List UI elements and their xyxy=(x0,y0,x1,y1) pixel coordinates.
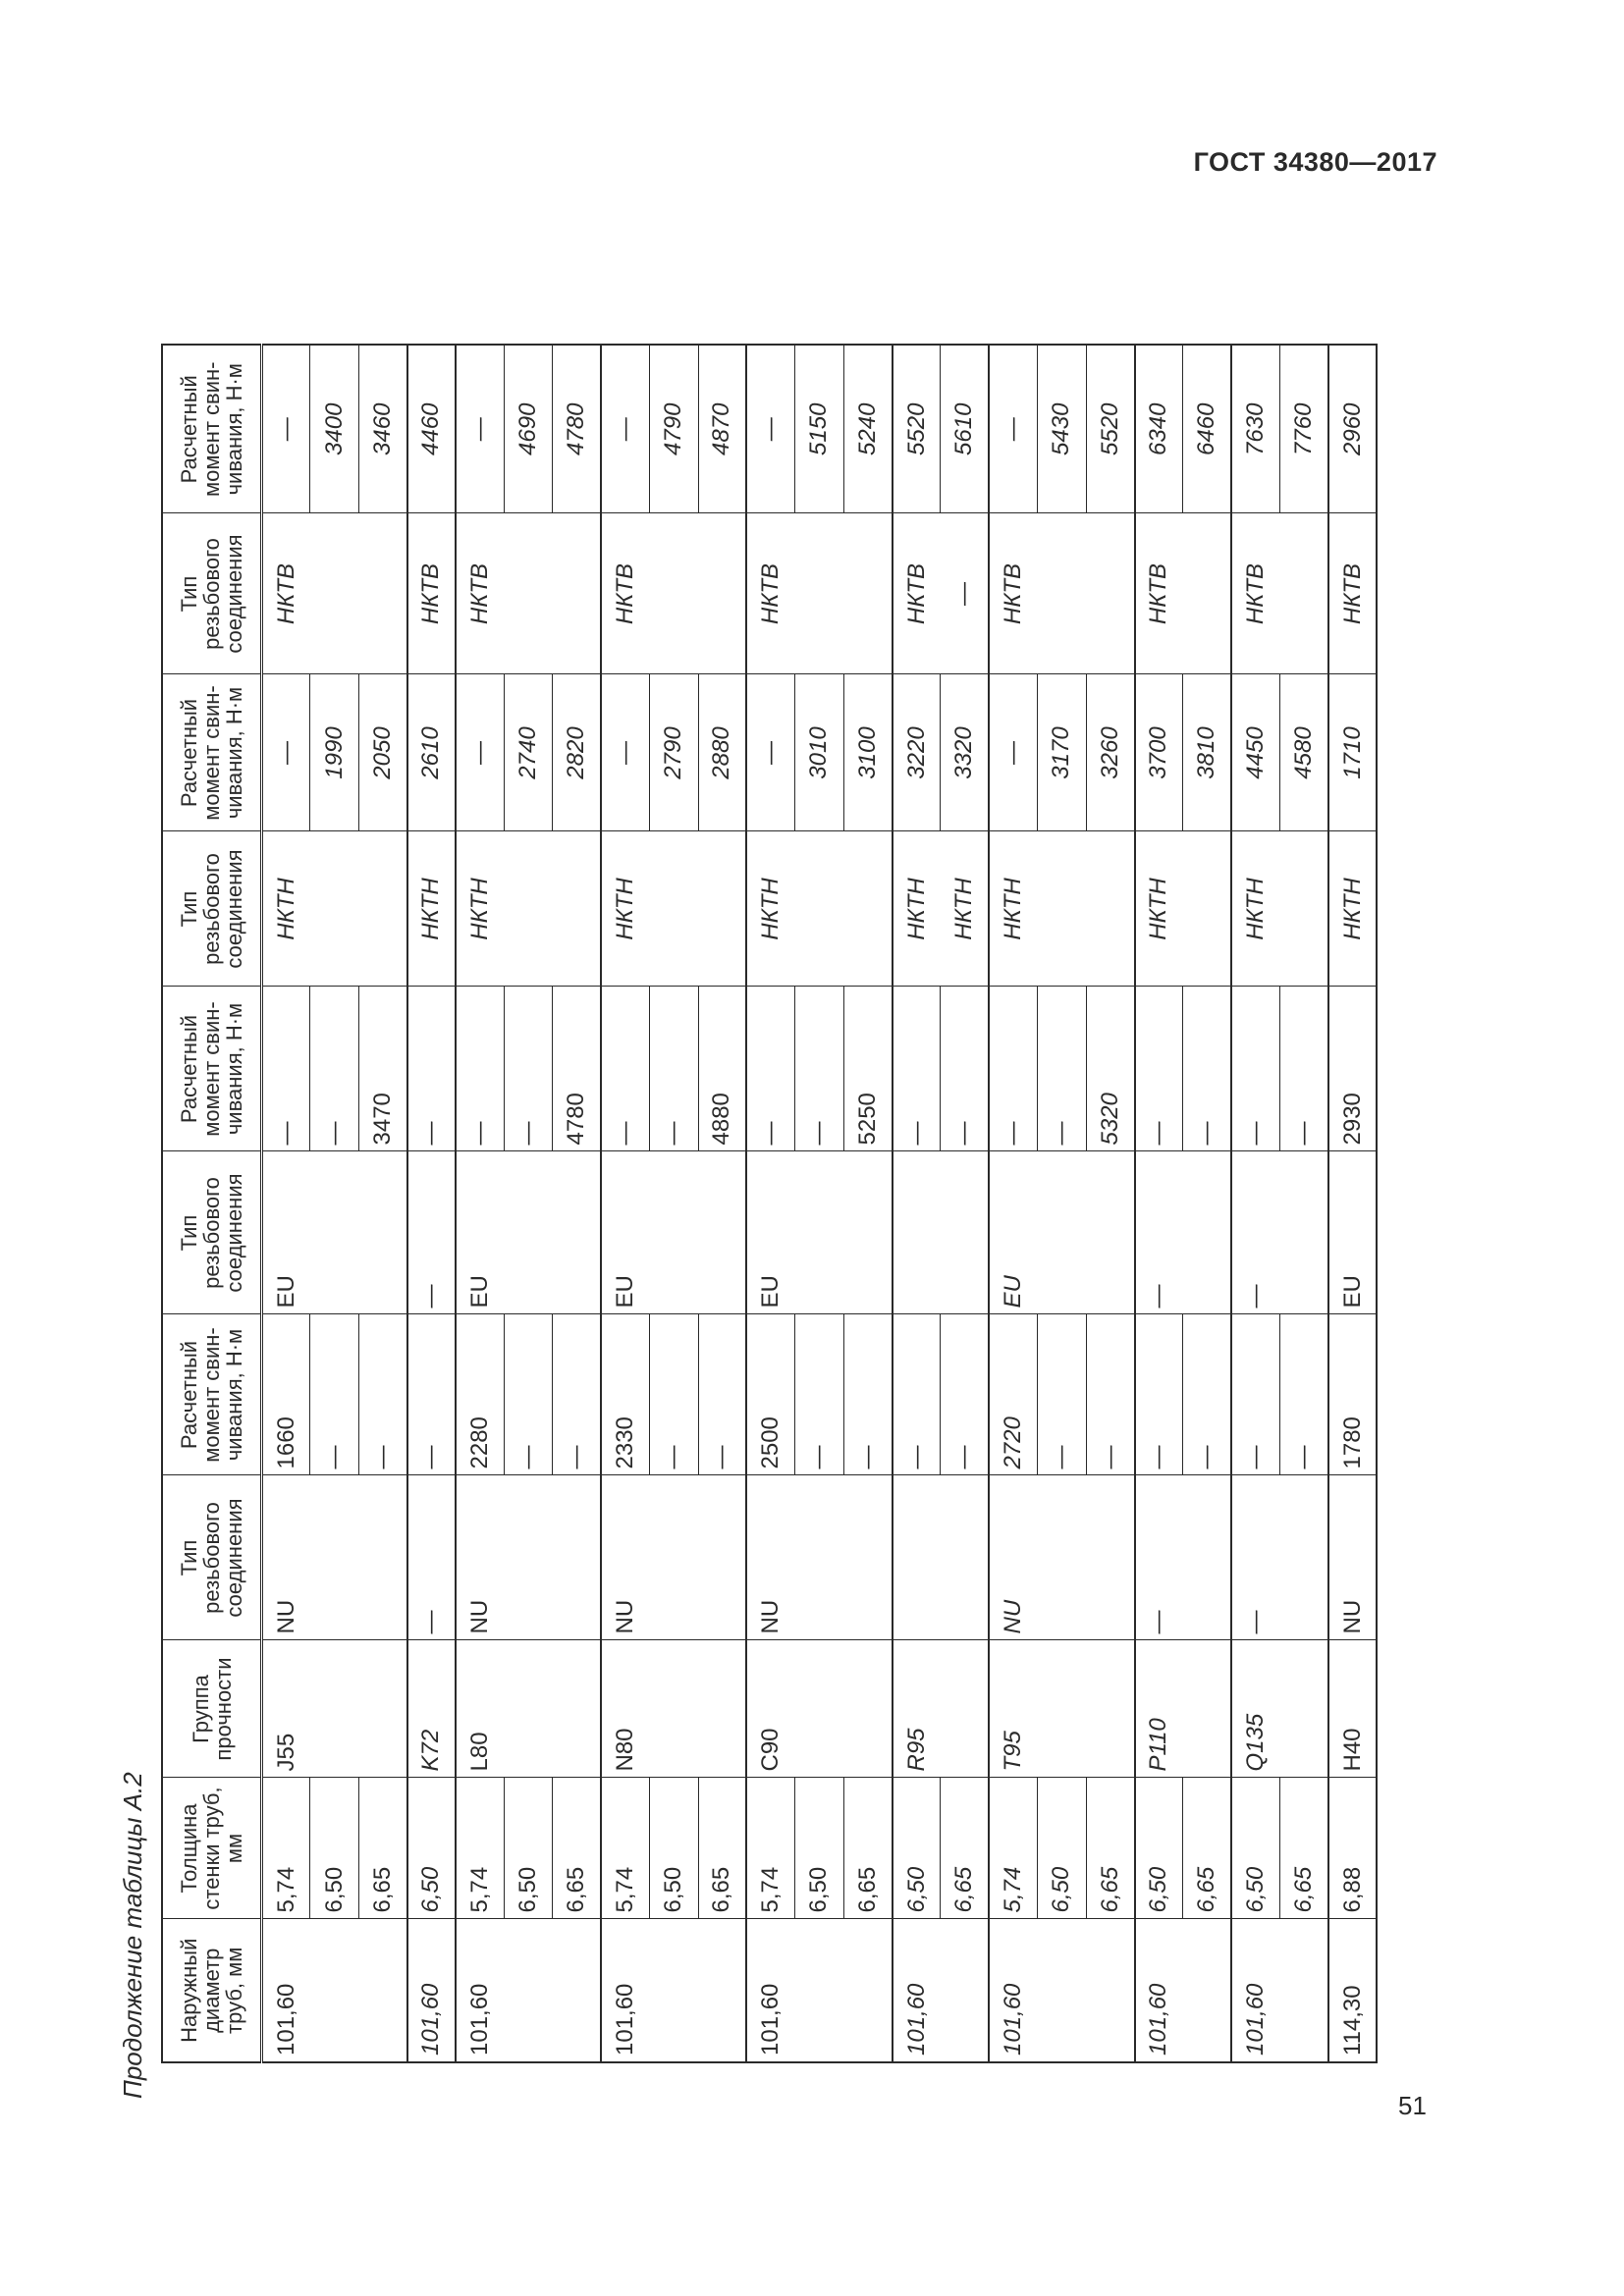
table-cell xyxy=(1038,1151,1086,1314)
table-cell: 3170 xyxy=(1038,674,1086,831)
table-cell xyxy=(843,513,892,674)
table-cell xyxy=(504,1151,552,1314)
table-cell xyxy=(1086,1151,1134,1314)
table-cell xyxy=(1038,1640,1086,1778)
table-cell: NU xyxy=(456,1475,504,1640)
table-cell: — xyxy=(941,987,989,1151)
table-cell: НКТН xyxy=(1135,831,1183,987)
table-cell: 6,65 xyxy=(1183,1778,1231,1919)
table-cell: EU xyxy=(1328,1151,1377,1314)
table-cell: — xyxy=(1038,987,1086,1151)
table-row xyxy=(1135,345,1183,2062)
table-cell xyxy=(893,1151,941,1314)
table-row xyxy=(1231,345,1279,2062)
table-cell xyxy=(553,1919,601,2062)
table-cell: 5250 xyxy=(843,987,892,1151)
table-cell xyxy=(1086,1919,1134,2062)
table-cell: — xyxy=(262,674,310,831)
table-cell: 5320 xyxy=(1086,987,1134,1151)
table-cell xyxy=(1086,831,1134,987)
table-cell: 2740 xyxy=(504,674,552,831)
torque-table xyxy=(161,344,1378,2063)
table-cell: 5,74 xyxy=(989,1778,1037,1919)
table-row xyxy=(893,345,941,2062)
table-cell: — xyxy=(1183,987,1231,1151)
col-header-connection-type-4: Тип резьбового соединения xyxy=(162,513,262,674)
table-cell xyxy=(1038,831,1086,987)
table-cell: — xyxy=(941,513,989,674)
table-cell xyxy=(893,1475,941,1640)
table-cell: 6,65 xyxy=(358,1778,406,1919)
table-cell xyxy=(1280,1151,1328,1314)
table-cell: 6,65 xyxy=(1280,1778,1328,1919)
table-cell: EU xyxy=(262,1151,310,1314)
table-cell xyxy=(310,831,358,987)
table-cell xyxy=(698,513,746,674)
table-cell xyxy=(358,1640,406,1778)
table-cell: — xyxy=(310,987,358,1151)
table-cell: 6,50 xyxy=(1135,1778,1183,1919)
table-cell: 6,65 xyxy=(698,1778,746,1919)
table-row xyxy=(1038,345,1086,2062)
table-cell: НКТВ xyxy=(456,513,504,674)
table-cell: НКТН xyxy=(262,831,310,987)
table-cell: — xyxy=(407,1151,456,1314)
table-row xyxy=(746,345,794,2062)
table-cell: 4780 xyxy=(553,987,601,1151)
table-cell xyxy=(553,513,601,674)
table-row xyxy=(310,345,358,2062)
table-cell xyxy=(795,831,843,987)
table-cell: НКТВ xyxy=(262,513,310,674)
col-header-wall-thickness: Толщина стенки труб, мм xyxy=(162,1778,262,1919)
table-cell: НКТВ xyxy=(893,513,941,674)
table-cell: 4450 xyxy=(1231,674,1279,831)
table-cell: — xyxy=(989,674,1037,831)
table-cell xyxy=(698,1640,746,1778)
table-cell xyxy=(1280,1475,1328,1640)
table-cell: — xyxy=(650,1314,698,1475)
table-cell: 2610 xyxy=(407,674,456,831)
table-cell: 2790 xyxy=(650,674,698,831)
table-cell: C90 xyxy=(746,1640,794,1778)
table-cell xyxy=(553,831,601,987)
table-row xyxy=(1183,345,1231,2062)
table-cell xyxy=(698,1475,746,1640)
table-cell: 3400 xyxy=(310,345,358,513)
table-cell: — xyxy=(601,674,649,831)
col-header-connection-type-3: Тип резьбового соединения xyxy=(162,831,262,987)
table-cell xyxy=(310,1151,358,1314)
table-cell: NU xyxy=(601,1475,649,1640)
table-cell: 5520 xyxy=(1086,345,1134,513)
table-cell xyxy=(1183,513,1231,674)
table-cell: 6460 xyxy=(1183,345,1231,513)
table-cell: — xyxy=(601,345,649,513)
table-cell: — xyxy=(1135,1314,1183,1475)
table-cell xyxy=(504,513,552,674)
table-cell: 101,60 xyxy=(893,1919,941,2062)
table-cell: NU xyxy=(746,1475,794,1640)
table-cell: — xyxy=(310,1314,358,1475)
table-cell xyxy=(1038,1475,1086,1640)
table-cell xyxy=(795,1475,843,1640)
table-row xyxy=(601,345,649,2062)
table-cell: EU xyxy=(746,1151,794,1314)
table-cell: 1660 xyxy=(262,1314,310,1475)
table-cell xyxy=(553,1151,601,1314)
table-cell xyxy=(553,1475,601,1640)
table-cell xyxy=(1280,1640,1328,1778)
table-cell: НКТН xyxy=(456,831,504,987)
table-cell: 5430 xyxy=(1038,345,1086,513)
table-row xyxy=(262,345,310,2062)
table-cell: 6,50 xyxy=(407,1778,456,1919)
table-cell: 6,65 xyxy=(843,1778,892,1919)
table-cell: 3320 xyxy=(941,674,989,831)
table-cell: 4780 xyxy=(553,345,601,513)
table-cell: Q135 xyxy=(1231,1640,1279,1778)
table-cell: — xyxy=(407,987,456,1151)
col-header-outer-diameter: Наружный диаметр труб, мм xyxy=(162,1919,262,2062)
table-cell xyxy=(795,1151,843,1314)
table-cell xyxy=(504,1475,552,1640)
table-cell: — xyxy=(650,987,698,1151)
table-cell: K72 xyxy=(407,1640,456,1778)
table-cell: NU xyxy=(262,1475,310,1640)
table-cell: NU xyxy=(989,1475,1037,1640)
table-cell: 1990 xyxy=(310,674,358,831)
table-cell: 7760 xyxy=(1280,345,1328,513)
table-cell xyxy=(358,1151,406,1314)
table-cell xyxy=(1183,1151,1231,1314)
table-cell: 5,74 xyxy=(601,1778,649,1919)
table-cell: НКТВ xyxy=(1231,513,1279,674)
table-cell xyxy=(650,831,698,987)
table-cell xyxy=(1038,1919,1086,2062)
table-cell xyxy=(310,1475,358,1640)
table-cell xyxy=(504,1919,552,2062)
table-cell xyxy=(843,1475,892,1640)
table-cell: 3700 xyxy=(1135,674,1183,831)
table-cell: — xyxy=(1135,1151,1183,1314)
table-cell: 2960 xyxy=(1328,345,1377,513)
table-row xyxy=(843,345,892,2062)
table-cell: — xyxy=(1135,1475,1183,1640)
table-header-row xyxy=(162,345,262,2062)
table-cell xyxy=(1183,1919,1231,2062)
table-cell: — xyxy=(746,674,794,831)
table-cell: 7630 xyxy=(1231,345,1279,513)
col-header-torque-4: Расчетный момент свин-чивания, Н·м xyxy=(162,345,262,513)
table-cell xyxy=(650,513,698,674)
table-cell: — xyxy=(456,987,504,1151)
table-cell: — xyxy=(262,345,310,513)
table-container xyxy=(161,344,1378,2063)
table-cell xyxy=(1280,831,1328,987)
table-cell: R95 xyxy=(893,1640,941,1778)
table-cell: 6,50 xyxy=(504,1778,552,1919)
table-cell: 2880 xyxy=(698,674,746,831)
table-cell: 1710 xyxy=(1328,674,1377,831)
table-cell: 2820 xyxy=(553,674,601,831)
table-row xyxy=(941,345,989,2062)
table-cell xyxy=(843,1151,892,1314)
table-cell: НКТН xyxy=(746,831,794,987)
table-cell xyxy=(698,831,746,987)
col-header-connection-type-2: Тип резьбового соединения xyxy=(162,1151,262,1314)
document-standard-header: ГОСТ 34380—2017 xyxy=(1193,147,1437,177)
table-cell: 3100 xyxy=(843,674,892,831)
table-cell: — xyxy=(1231,1151,1279,1314)
table-cell: EU xyxy=(601,1151,649,1314)
table-row xyxy=(456,345,504,2062)
table-cell: — xyxy=(746,345,794,513)
table-cell: 4870 xyxy=(698,345,746,513)
table-cell: 4580 xyxy=(1280,674,1328,831)
table-cell: 2330 xyxy=(601,1314,649,1475)
table-cell: 101,60 xyxy=(989,1919,1037,2062)
table-cell: 101,60 xyxy=(456,1919,504,2062)
table-cell: — xyxy=(1231,1314,1279,1475)
table-cell xyxy=(1183,1475,1231,1640)
table-cell: 3260 xyxy=(1086,674,1134,831)
table-cell: НКТВ xyxy=(601,513,649,674)
table-cell: 4880 xyxy=(698,987,746,1151)
table-cell: НКТВ xyxy=(1328,513,1377,674)
table-cell: НКТН xyxy=(1328,831,1377,987)
table-cell: 4690 xyxy=(504,345,552,513)
table-cell: — xyxy=(893,987,941,1151)
table-cell xyxy=(795,1640,843,1778)
table-cell xyxy=(504,1640,552,1778)
table-cell xyxy=(650,1640,698,1778)
table-cell xyxy=(843,1640,892,1778)
table-cell xyxy=(310,513,358,674)
table-cell: — xyxy=(795,1314,843,1475)
table-cell xyxy=(1183,1640,1231,1778)
table-cell xyxy=(310,1640,358,1778)
table-cell: 5,74 xyxy=(262,1778,310,1919)
table-cell: 5240 xyxy=(843,345,892,513)
table-cell xyxy=(504,831,552,987)
table-cell: НКТН xyxy=(407,831,456,987)
table-cell: — xyxy=(1280,987,1328,1151)
table-cell xyxy=(843,831,892,987)
table-cell: — xyxy=(1231,987,1279,1151)
table-cell: — xyxy=(456,345,504,513)
table-cell: — xyxy=(746,987,794,1151)
table-cell: EU xyxy=(989,1151,1037,1314)
table-cell: — xyxy=(1038,1314,1086,1475)
table-cell: 4460 xyxy=(407,345,456,513)
table-cell: 101,60 xyxy=(1231,1919,1279,2062)
table-cell: 3010 xyxy=(795,674,843,831)
table-cell: — xyxy=(504,987,552,1151)
table-cell: 6,50 xyxy=(650,1778,698,1919)
table-cell: — xyxy=(941,1314,989,1475)
table-cell xyxy=(941,1919,989,2062)
table-cell: 101,60 xyxy=(1135,1919,1183,2062)
table-cell: — xyxy=(1135,987,1183,1151)
table-cell: EU xyxy=(456,1151,504,1314)
table-cell xyxy=(795,1919,843,2062)
table-cell: НКТВ xyxy=(1135,513,1183,674)
table-cell: 101,60 xyxy=(601,1919,649,2062)
table-cell: 101,60 xyxy=(746,1919,794,2062)
table-cell xyxy=(698,1151,746,1314)
table-cell: НКТВ xyxy=(989,513,1037,674)
table-cell: J55 xyxy=(262,1640,310,1778)
table-cell: NU xyxy=(1328,1475,1377,1640)
table-cell: 5,74 xyxy=(456,1778,504,1919)
table-cell: — xyxy=(407,1475,456,1640)
col-header-torque-2: Расчетный момент свин-чивания, Н·м xyxy=(162,987,262,1151)
col-header-torque-1: Расчетный момент свин-чивания, Н·м xyxy=(162,1314,262,1475)
table-cell xyxy=(358,1919,406,2062)
table-cell xyxy=(650,1919,698,2062)
table-cell: — xyxy=(553,1314,601,1475)
table-cell: НКТН xyxy=(893,831,941,987)
table-cell: 6,50 xyxy=(893,1778,941,1919)
table-cell: H40 xyxy=(1328,1640,1377,1778)
table-row xyxy=(698,345,746,2062)
table-cell: L80 xyxy=(456,1640,504,1778)
table-row xyxy=(989,345,1037,2062)
table-cell xyxy=(941,1475,989,1640)
table-cell: 2720 xyxy=(989,1314,1037,1475)
table-cell: 6340 xyxy=(1135,345,1183,513)
table-cell: 6,50 xyxy=(1038,1778,1086,1919)
table-cell: — xyxy=(989,987,1037,1151)
table-cell: 6,50 xyxy=(310,1778,358,1919)
table-row xyxy=(1328,345,1377,2062)
table-row xyxy=(1086,345,1134,2062)
table-cell xyxy=(941,1640,989,1778)
table-cell xyxy=(650,1151,698,1314)
table-cell: 2930 xyxy=(1328,987,1377,1151)
table-row xyxy=(358,345,406,2062)
table-cell: — xyxy=(698,1314,746,1475)
table-cell xyxy=(310,1919,358,2062)
table-cell: — xyxy=(1183,1314,1231,1475)
table-cell: 3220 xyxy=(893,674,941,831)
table-cell: 5610 xyxy=(941,345,989,513)
table-cell: — xyxy=(358,1314,406,1475)
table-cell: — xyxy=(262,987,310,1151)
table-cell xyxy=(1086,513,1134,674)
table-cell: — xyxy=(601,987,649,1151)
col-header-torque-3: Расчетный момент свин-чивания, Н·м xyxy=(162,674,262,831)
table-cell: 1780 xyxy=(1328,1314,1377,1475)
table-cell: — xyxy=(1231,1475,1279,1640)
table-cell: 6,50 xyxy=(1231,1778,1279,1919)
table-row xyxy=(504,345,552,2062)
table-cell xyxy=(941,1151,989,1314)
table-row xyxy=(650,345,698,2062)
table-row xyxy=(553,345,601,2062)
table-cell: 6,65 xyxy=(1086,1778,1134,1919)
table-caption: Продолжение таблицы А.2 xyxy=(118,1772,147,2099)
table-row xyxy=(407,345,456,2062)
table-cell xyxy=(1086,1475,1134,1640)
table-cell: 2500 xyxy=(746,1314,794,1475)
table-cell: 6,50 xyxy=(795,1778,843,1919)
table-cell xyxy=(698,1919,746,2062)
table-cell xyxy=(553,1640,601,1778)
table-cell xyxy=(843,1919,892,2062)
table-cell: — xyxy=(407,1314,456,1475)
table-cell: 3470 xyxy=(358,987,406,1151)
rotated-table-block xyxy=(118,234,1394,2099)
table-cell: — xyxy=(989,345,1037,513)
table-cell: — xyxy=(795,987,843,1151)
table-cell: 5150 xyxy=(795,345,843,513)
table-cell xyxy=(358,1475,406,1640)
table-cell: — xyxy=(1086,1314,1134,1475)
table-cell: 3460 xyxy=(358,345,406,513)
table-cell xyxy=(1038,513,1086,674)
table-cell: 101,60 xyxy=(407,1919,456,2062)
table-cell: — xyxy=(504,1314,552,1475)
table-cell: — xyxy=(893,1314,941,1475)
table-cell xyxy=(358,831,406,987)
col-header-connection-type-1: Тип резьбового соединения xyxy=(162,1475,262,1640)
table-cell xyxy=(358,513,406,674)
table-cell xyxy=(650,1475,698,1640)
table-cell: 114,30 xyxy=(1328,1919,1377,2062)
table-row xyxy=(1280,345,1328,2062)
table-cell: НКТН xyxy=(941,831,989,987)
table-row xyxy=(795,345,843,2062)
table-cell: 3810 xyxy=(1183,674,1231,831)
table-cell: 6,65 xyxy=(941,1778,989,1919)
table-cell: 101,60 xyxy=(262,1919,310,2062)
table-cell xyxy=(795,513,843,674)
col-header-strength-group: Группа прочности xyxy=(162,1640,262,1778)
table-cell: 5,74 xyxy=(746,1778,794,1919)
table-cell: 4790 xyxy=(650,345,698,513)
table-cell: 2280 xyxy=(456,1314,504,1475)
table-cell xyxy=(1086,1640,1134,1778)
table-cell: — xyxy=(843,1314,892,1475)
table-cell: НКТН xyxy=(601,831,649,987)
table-cell: 6,65 xyxy=(553,1778,601,1919)
table-cell: НКТН xyxy=(989,831,1037,987)
table-cell xyxy=(1183,831,1231,987)
table-cell: НКТВ xyxy=(746,513,794,674)
table-cell: 2050 xyxy=(358,674,406,831)
table-cell xyxy=(1280,1919,1328,2062)
table-cell: N80 xyxy=(601,1640,649,1778)
table-cell: — xyxy=(456,674,504,831)
table-cell: — xyxy=(1280,1314,1328,1475)
page-number: 51 xyxy=(1398,2091,1427,2120)
table-cell: 6,88 xyxy=(1328,1778,1377,1919)
table-cell: НКТВ xyxy=(407,513,456,674)
table-cell: P110 xyxy=(1135,1640,1183,1778)
table-cell: 5520 xyxy=(893,345,941,513)
table-cell: T95 xyxy=(989,1640,1037,1778)
table-cell xyxy=(1280,513,1328,674)
table-cell: НКТН xyxy=(1231,831,1279,987)
